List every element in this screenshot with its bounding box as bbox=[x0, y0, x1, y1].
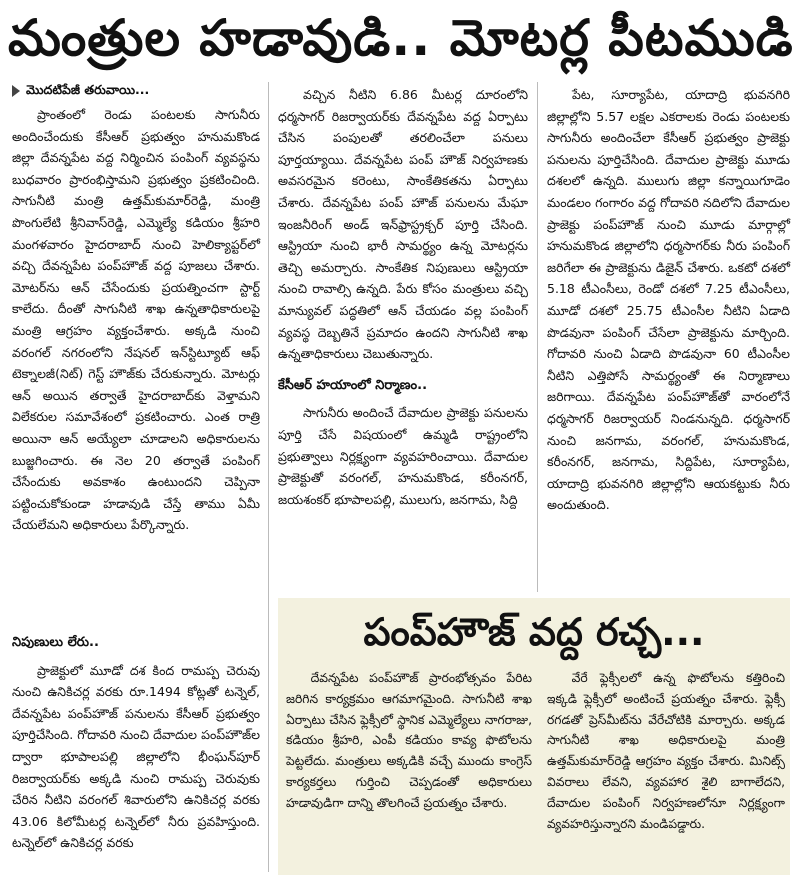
kicker-text: మొదటిపేజీ తరువాయి... bbox=[26, 82, 150, 97]
paragraph: దేవన్నపేట పంప్‌హౌజ్ ప్రారంభోత్సవం పేరిట జరిగిన కార్యక్రమం ఆగమాగమైంది. సాగునీటి శాఖ ఏర్పాటు చేసిన ఫ్లెక్సీలో స్థానిక ఎమ్మెల్యేలు నాగరాజు, కడియం శ్రీహరి, ఎంపీ కడియం కావ్య ఫొటోలను పెట్టలేదు. మంత్రులు అక్కడికి వచ్చే ముందు కాంగ్రెస్ కార్యకర్తలు గుర్తించి చెప్పడంతో అధికారులు హడావుడిగా దాన్ని తొలగించే ప్రయత్నం చేశారు. bbox=[286, 671, 532, 810]
box-column-2 bbox=[547, 668, 785, 834]
column-divider bbox=[537, 82, 538, 592]
arrow-icon bbox=[12, 85, 20, 97]
box-column-1 bbox=[286, 668, 532, 814]
box-headline: పంప్‌హౌజ్ వద్ద రచ్చ... bbox=[363, 610, 705, 654]
column-divider bbox=[268, 82, 269, 872]
subhead-kcr-era: కేసీఆర్ హయాంలో నిర్మాణం.. bbox=[278, 377, 428, 393]
paragraph: పేట, సూర్యాపేట, యాదాద్రి భువనగిరి జిల్లాల్లోని 5.57 లక్షల ఎకరాలకు రెండు పంటలకు సాగునీరు అందించేలా కేసీఆర్ ప్రభుత్వం ప్రాజెక్టు పనులను పూర్తిచేసింది. దేవాదుల ప్రాజెక్టు మూడు దశలలో ఉన్నది. ములుగు జిల్లా కన్నాయిగూడెం మండలం గంగారం వద్ద గోదావరి నదిలోని దేవాదుల ప్రాజెక్టు పంప్‌హౌజ్ నుంచి మూడు మార్గాల్లో హనుమకొండ జిల్లాలోని ధర్మసాగర్‌కు నీరు పంపింగ్ జరిగేలా ఈ ప్రాజెక్టును డిజైన్ చేశారు. ఒకటో దశలో 5.18 టీఎంసీలు, రెండో దశలో 7.25 టీఎంసీలు, మూడో దశలో 25.75 టీఎంసీల నీటిని ఏడాది పొడవునా పంపింగ్ చేసేలా ప్రాజెక్టును మార్చింది. గోదావరి నుంచి ఏడాది పొడవునా 60 టీఎంసీల నీటిని ఎత్తిపోసే సామర్థ్యంతో ఈ నిర్మాణాలు జరిగాయి. దేవన్నపేట పంప్‌హౌజ్‌తో వారంలోనే ధర్మసాగర్ రిజర్వాయర్ నిండనున్నది. ధర్మసాగర్ నుంచి జనగామ, వరంగల్, హనుమకొండ, కరీంనగర్, జనగామ, సిద్దిపేట, సూర్యాపేట, యాదాద్రి భువనగిరి జిల్లాల్లోని ఆయకట్టుకు నీరు అందుతుంది. bbox=[547, 87, 790, 513]
continued-kicker bbox=[12, 80, 260, 100]
column-1 bbox=[12, 104, 260, 536]
headline: మంత్రుల హడావుడి.. మోటర్ల పీటముడి bbox=[8, 9, 794, 67]
column-1-section-2 bbox=[12, 622, 260, 854]
subhead-experts: నిపుణులు లేరు.. bbox=[12, 635, 99, 650]
column-3 bbox=[547, 84, 790, 516]
paragraph: సాగునీరు అందించే దేవాదుల ప్రాజెక్టు పనులను పూర్తి చేసే విషయంలో ఉమ్మడి రాష్ట్రంలోని ప్రభుత్వాలు నిర్లక్ష్యంగా వ్యవహరించాయి. దేవాదుల ప్రాజెక్టుతో వరంగల్, హనుమకొండ, కరీంనగర్, జయశంకర్ భూపాలపల్లి, ములుగు, జనగామ, సిద్ది bbox=[278, 405, 528, 507]
paragraph: వచ్చిన నీటిని 6.86 మీటర్ల దూరంలోని ధర్మసాగర్ రిజర్వాయర్‌కు దేవన్నపేట వద్ద ఏర్పాటు చేసిన పంపులతో తరలించేలా పనులు పూర్తయ్యాయి. దేవన్నపేట పంప్ హౌజ్ నిర్వహణకు అవసరమైన కరెంటు, సాంకేతికతను ఏర్పాటు చేశారు. దేవన్నపేట పంప్ హౌజ్ పనులను మేఘా ఇంజనీరింగ్ అండ్ ఇన్‌ఫ్రాస్ట్రక్చర్ పూర్తి చేసింది. ఆస్ట్రియా నుంచి భారీ సామర్థ్యం ఉన్న మోటర్లను తెచ్చి అమర్చారు. సాంకేతిక నిపుణులు ఆస్ట్రియా నుంచి రావాల్సి ఉన్నది. పేరు కోసం మంత్రులు వచ్చి మాన్యువల్ పద్ధతిలో ఆన్ చేయడం వల్ల పంపింగ్ వ్యవస్థ దెబ్బతినే ప్రమాదం ఉందని సాగునీటి శాఖ ఉన్నతాధికారులు చెబుతున్నారు. bbox=[278, 87, 528, 362]
paragraph: ప్రాంతంలో రెండు పంటలకు సాగునీరు అందించేందుకు కేసీఆర్ ప్రభుత్వం హనుమకొండ జిల్లా దేవన్నపేట వద్ద నిర్మించిన పంపింగ్ వ్యవస్థను బుధవారం ప్రారంభిస్తామని ప్రభుత్వం ప్రకటించింది. సాగునీటి మంత్రి ఉత్తమ్‌కుమార్‌రెడ్డి, మంత్రి పొంగులేటి శ్రీనివాస్‌రెడ్డి, ఎమ్మెల్యే కడియం శ్రీహరి మంగళవారం హైదరాబాద్ నుంచి హెలిక్యాప్టర్‌లో వచ్చి దేవన్నపేట పంప్‌హౌజ్ వద్ద పూజలు చేశారు. మోటర్‌ను ఆన్ చేసేందుకు ప్రయత్నించగా స్టార్ట్ కాలేదు. దీంతో సాగునీటి శాఖ ఉన్నతాధికారులపై మంత్రి ఆగ్రహం వ్యక్తంచేశారు. అక్కడి నుంచి వరంగల్ నగరంలోని నేషనల్ ఇన్‌స్టిట్యూట్ ఆఫ్ టెక్నాలజీ(నిట్) గెస్ట్ హౌజ్‌కు చేరుకున్నారు. మోటర్లు ఆన్ అయిన తర్వాతే హైదరాబాద్‌కు వెళ్తామని విలేకరుల సమావేశంలో ప్రకటించారు. ఎంత రాత్రి అయినా ఆన్ అయ్యేలా చూడాలని అధికారులను బుజ్జగించారు. ఈ నెల 20 తర్వాతే పంపింగ్ చేసేందుకు అవకాశం ఉంటుందని చెప్పినా పట్టించుకోకుండా హడావుడి చేస్తే తాము ఏమీ చేయలేమని అధికారులు పేర్కొన్నారు. bbox=[12, 107, 260, 533]
paragraph: ప్రాజెక్టులో మూడో దశ కింద రామప్ప చెరువు నుంచి ఉనికిచర్ల వరకు రూ.1494 కోట్లతో టన్నెల్, దేవన్నపేట పంప్‌హౌజ్ పనులను కేసీఆర్ ప్రభుత్వం పూర్తిచేసింది. గోదావరి నుంచి దేవాదుల పంప్‌హౌజ్‌ల ద్వారా భూపాలపల్లి జిల్లాలోని భీంఘన్‌పూర్ రిజర్వాయర్‌కు అక్కడి నుంచి రామప్ప చెరువుకు చేరిన నీటిని వరంగల్ శివారులోని ఉనికిచర్ల వరకు 43.06 కిలోమీటర్ల టన్నెల్‌లో నీరు ప్రవహిస్తుంది. టన్నెల్‌లో ఉనికిచర్ల వరకు bbox=[12, 662, 260, 851]
column-2 bbox=[278, 84, 528, 510]
paragraph: వేరే ఫ్లెక్సీలలో ఉన్న ఫొటోలను కత్తిరించి ఇక్కడి ఫ్లెక్సీలో అంటించే ప్రయత్నం చేశారు. ఫ్లెక్సీ రగడతో ప్రెస్‌మీట్‌ను వేరేచోటికి మార్చారు. అక్కడ సాగునీటి శాఖ అధికారులపై మంత్రి ఉత్తమ్‌కుమార్‌రెడ్డి ఆగ్రహం వ్యక్తం చేశారు. మినిట్స్ వివరాలు లేవని, వ్యవహార శైలి బాగాలేదని, దేవాదుల పంపింగ్ నిర్వహణలోనూ నిర్లక్ష్యంగా వ్యవహరిస్తున్నారని మండిపడ్డారు. bbox=[547, 671, 785, 831]
